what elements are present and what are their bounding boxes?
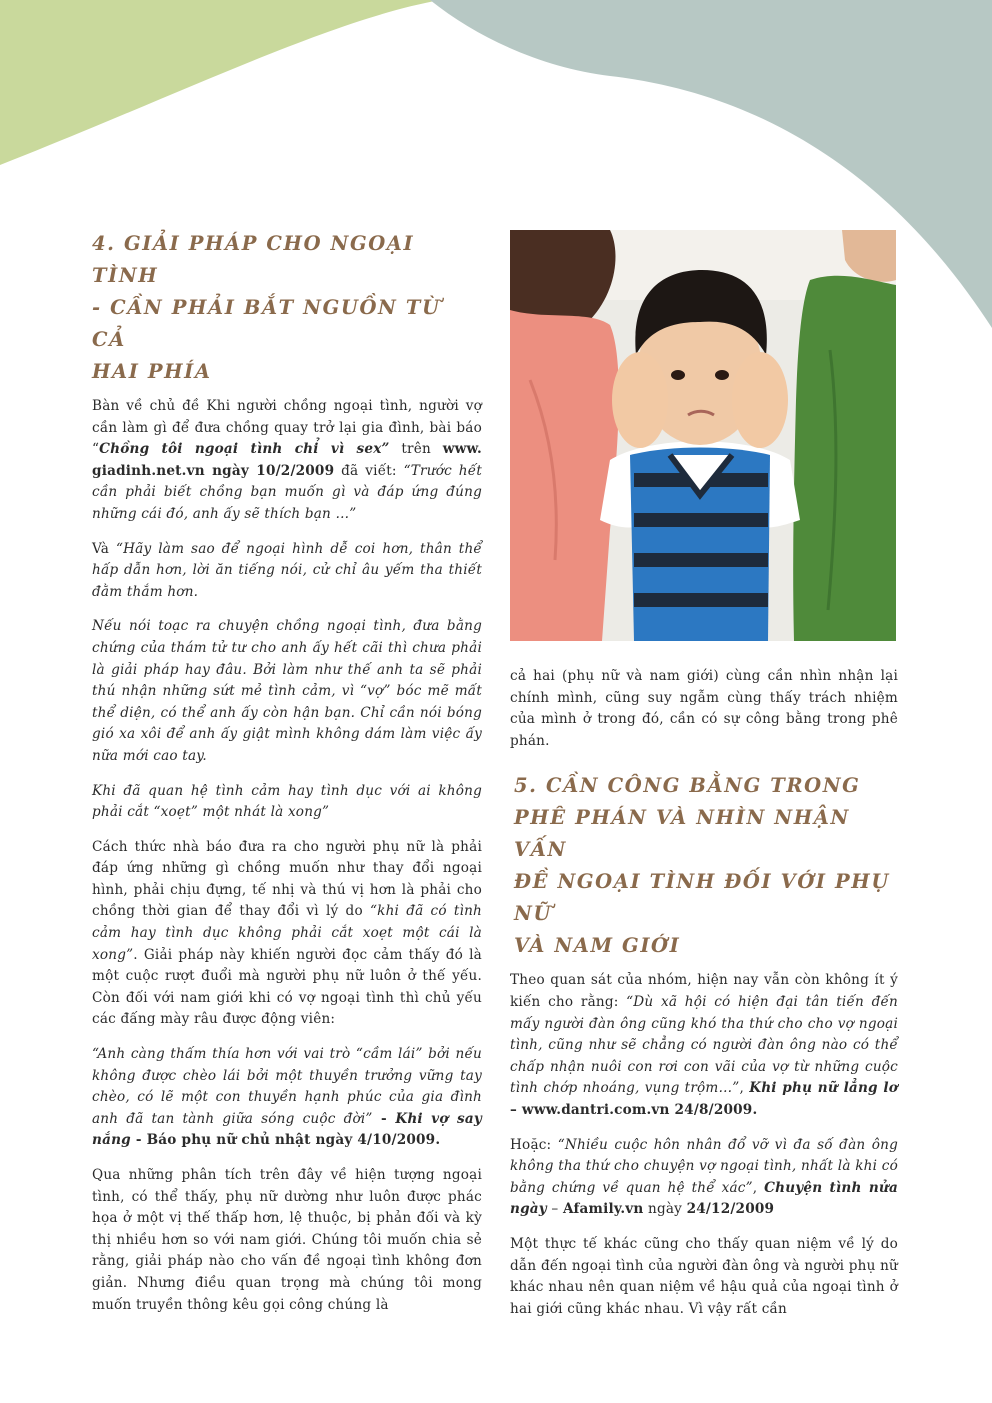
- paragraph: Qua những phân tích trên đây về hiện tượng ngoại tình, có thể thấy, phụ nữ dường như luôn được phác họa ở một vị thế thấp hơn, lệ thuộc, bị phản đối và kỳ thị nhiều hơn so với nam giới. Chúng tôi muốn chia sẻ rằng, giải pháp nào cho vấn đề ngoại tình không đơn giản. Nhưng điều quan trọng mà chúng tôi mong muốn truyền thông kêu gọi công chúng là: [92, 1167, 482, 1313]
- woman-figure-icon: [510, 310, 619, 641]
- paragraph: Một thực tế khác cũng cho thấy quan niệm về lý do dẫn đến ngoại tình của người đàn ông và người phụ nữ khác nhau nên quan niệm về hậu quả của ngoại tình ở hai giới cũng khác nhau. Vì vậy rất cần: [510, 1235, 898, 1317]
- green-wave: [0, 0, 440, 165]
- left-column: [92, 228, 482, 1329]
- boy-hand-right-icon: [732, 352, 788, 448]
- quote-paragraph: “Anh càng thấm thía hơn với vai trò “cầm lái” bởi nếu không được chèo lái bởi một thuyền trưởng vững tay chèo, có lẽ một con thuyền hạnh phúc của gia đình anh đã tan tành giữa sóng cuộc đời” - Khi vợ say nắng - Báo phụ nữ chủ nhật ngày 4/10/2009.: [92, 1046, 482, 1149]
- section-4-heading: 4. GIẢI PHÁP CHO NGOẠI TÌNH - CẦN PHẢI BẮT NGUỒN TỪ CẢ HAI PHÍA: [92, 232, 441, 383]
- paragraph: Theo quan sát của nhóm, hiện nay vẫn còn không ít ý kiến cho rằng: “Dù xã hội có hiện đại tân tiến đến mấy người đàn ông cũng khó tha thứ cho cho vợ ngoại tình, cũng như sẽ chẳng có người đàn ông nào có thể chấp nhận nuôi con rơi con vãi của vợ từ những cuộc tình chớp nhoáng, vụng trộm…”, Khi phụ nữ lẳng lơ – www.dantri.com.vn 24/8/2009.: [510, 972, 899, 1118]
- quote-paragraph: Khi đã quan hệ tình cảm hay tình dục với ai không phải cắt “xoẹt” một nhát là xong”: [92, 782, 482, 821]
- right-column: [510, 228, 898, 1333]
- paragraph: Hoặc: “Nhiều cuộc hôn nhân đổ vỡ vì đa số đàn ông không tha thứ cho chuyện vợ ngoại tình, nhất là khi có bằng chứng về quan hệ thể xác”, Chuyện tình nửa ngày – Afamily.vn ngày 24/12/2009: [510, 1136, 898, 1218]
- quote-paragraph: Nếu nói toạc ra chuyện chồng ngoại tình, đưa bằng chứng của thám tử tư cho anh ấy hết cãi thì chưa phải là giải pháp hay đâu. Bởi làm như thế anh ta sẽ phải thú nhận những sứt mẻ tình cảm, vì “vợ” bóc mẽ mất thể diện, có thể anh ấy còn hận bạn. Chỉ cần nói bóng gió xa xôi để anh ấy giật mình không dám làm việc ấy nữa mới cao tay.: [92, 618, 482, 764]
- boy-holding-face-photo: [510, 230, 896, 641]
- paragraph: Bàn về chủ đề Khi người chồng ngoại tình, người vợ cần làm gì để đưa chồng quay trở lại gia đình, bài báo “Chồng tôi ngoại tình chỉ vì sex” trên www. giadinh.net.vn ngày 10/2/2009 đã viết: “Trước hết cần phải biết chồng bạn muốn gì và đáp ứng đúng những cái đó, anh ấy sẽ thích bạn …”: [92, 398, 482, 522]
- man-figure-icon: [793, 276, 896, 641]
- paragraph: Cách thức nhà báo đưa ra cho người phụ nữ là phải đáp ứng những gì chồng muốn như thay đổi ngoại hình, phải chịu đựng, tế nhị và thú vị hơn là phải cho chồng thời gian để thay đổi vì lý do “khi đã có tình cảm hay tình dục không phải cắt xoẹt một cái là xong”. Giải pháp này khiến người đọc cảm thấy đó là một cuộc rượt đuổi mà người phụ nữ luôn ở thế yếu. Còn đối với nam giới khi có vợ ngoại tình thì chủ yếu các đấng mày râu được động viên:: [92, 838, 482, 1028]
- section-5-heading: 5. CẦN CÔNG BẰNG TRONG PHÊ PHÁN VÀ NHÌN NHẬN VẤN ĐỀ NGOẠI TÌNH ĐỐI VỚI PHỤ NỮ VÀ NAM GIỚI: [514, 774, 890, 958]
- boy-hand-left-icon: [612, 352, 668, 448]
- paragraph: Và “Hãy làm sao để ngoại hình dễ coi hơn, thân thể hấp dẫn hơn, lời ăn tiếng nói, cử chỉ âu yếm tha thiết đằm thắm hơn.: [92, 540, 482, 600]
- paragraph: cả hai (phụ nữ và nam giới) cùng cần nhìn nhận lại chính mình, cũng suy ngẫm cùng thấy trách nhiệm của mình ở trong đó, cần có sự công bằng trong phê phán.: [510, 668, 898, 749]
